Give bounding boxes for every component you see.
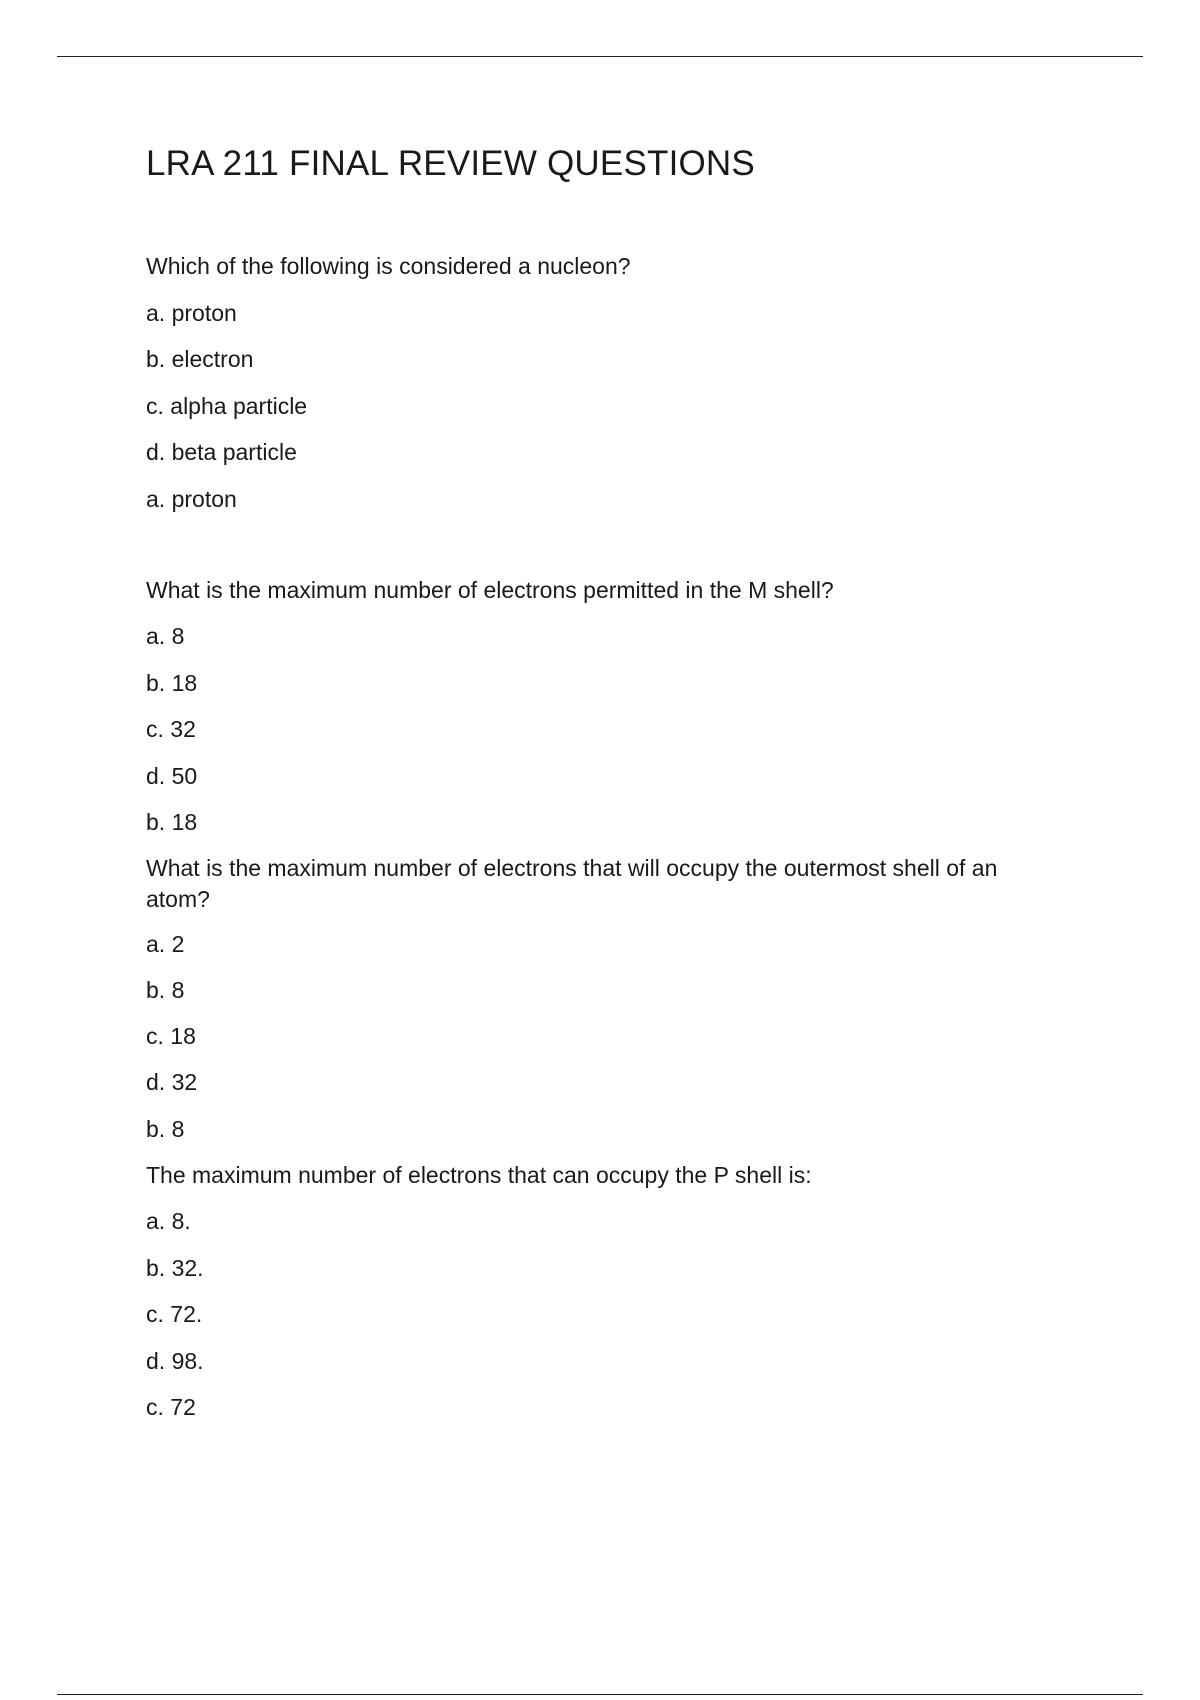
question-1-option-b: b. electron [146,346,254,372]
top-rule [57,56,1143,57]
question-2-option-d: d. 50 [146,763,198,789]
question-3-option-a: a. 2 [146,931,185,957]
question-3-option-c: c. 18 [146,1023,196,1049]
question-4-option-b: b. 32. [146,1255,204,1281]
question-3-text: What is the maximum number of electrons that will occupy the outermost shell of an atom? [146,855,998,912]
question-4-option-d: d. 98. [146,1348,204,1374]
question-1-option-d: d. beta particle [146,439,297,465]
document-title: LRA 211 FINAL REVIEW QUESTIONS [146,144,755,183]
question-3-option-d: d. 32 [146,1069,198,1095]
question-4-option-c: c. 72. [146,1301,203,1327]
question-2-text: What is the maximum number of electrons permitted in the M shell? [146,577,834,603]
question-4-text: The maximum number of electrons that can occupy the P shell is: [146,1162,812,1188]
question-3-answer: b. 8 [146,1116,185,1142]
question-3-option-b: b. 8 [146,977,185,1003]
question-2-answer: b. 18 [146,809,198,835]
question-2-option-b: b. 18 [146,670,198,696]
question-1-option-a: a. proton [146,300,237,326]
question-1-option-c: c. alpha particle [146,393,308,419]
question-1-text: Which of the following is considered a nucleon? [146,253,631,279]
question-4-answer: c. 72 [146,1394,196,1420]
bottom-rule [57,1694,1143,1695]
question-4-option-a: a. 8. [146,1208,191,1234]
question-2-option-c: c. 32 [146,716,196,742]
question-1-answer: a. proton [146,486,237,512]
question-2-option-a: a. 8 [146,623,185,649]
